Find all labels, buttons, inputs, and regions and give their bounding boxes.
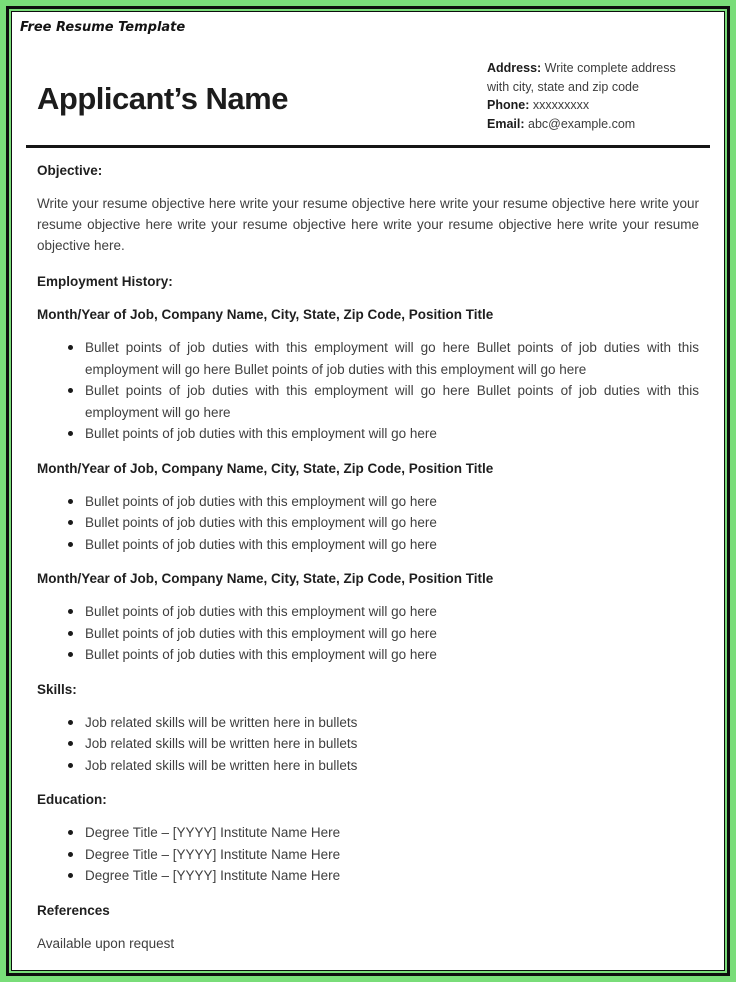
skill-bullet: Job related skills will be written here in bullets: [37, 733, 699, 755]
phone-value: xxxxxxxxx: [532, 98, 590, 112]
education-bullet: Degree Title – [YYYY] Institute Name Here: [37, 822, 699, 844]
job-duties-list: [37, 337, 699, 445]
contact-phone-line: [487, 96, 699, 115]
skills-heading: Skills:: [37, 681, 77, 697]
objective-text: Write your resume objective here write your resume objective here write your resume objective here write your resume objective here write your resume objective here write your resume objective here write your resume objective here.: [37, 196, 699, 253]
job-duty-bullet: Bullet points of job duties with this employment will go here: [37, 491, 699, 513]
job-duty-bullet: Bullet points of job duties with this employment will go here: [37, 534, 699, 556]
resume-header: [26, 59, 710, 148]
contact-block: [487, 59, 699, 133]
address-label: Address:: [487, 61, 542, 75]
job-duty-bullet: Bullet points of job duties with this employment will go here Bullet points of job duties with this employment will go here Bullet points of job duties with this employment will go here: [37, 337, 699, 380]
job-duty-bullet: Bullet points of job duties with this employment will go here: [37, 644, 699, 666]
job-duties-list: [37, 491, 699, 556]
job-duty-bullet: Bullet points of job duties with this employment will go here Bullet points of job duties with this employment will go here: [37, 380, 699, 423]
skills-list: [37, 712, 699, 777]
objective-heading: Objective:: [37, 163, 103, 178]
education-bullet: Degree Title – [YYYY] Institute Name Here: [37, 865, 699, 887]
education-bullet: Degree Title – [YYYY] Institute Name Here: [37, 844, 699, 866]
job-duty-bullet: Bullet points of job duties with this employment will go here: [37, 423, 699, 445]
contact-address-line: [487, 59, 699, 96]
job-duty-bullet: Bullet points of job duties with this employment will go here: [37, 623, 699, 645]
education-list: [37, 822, 699, 887]
employment-history-heading: Employment History:: [37, 274, 173, 289]
page-frame-border: [6, 6, 730, 976]
email-label: Email:: [487, 116, 525, 131]
references-text: Available upon request: [37, 935, 175, 951]
references-heading: References: [37, 902, 110, 918]
contact-email-line: [487, 115, 699, 134]
template-watermark: Free Resume Template: [20, 20, 186, 35]
job-title: Month/Year of Job, Company Name, City, State, Zip Code, Position Title: [37, 571, 494, 586]
applicant-name: Applicant’s Name: [37, 81, 288, 116]
education-heading: Education:: [37, 792, 107, 807]
address-value: Write complete address with city, state and zip code: [487, 61, 676, 94]
resume-page: [11, 11, 725, 971]
phone-label: Phone:: [487, 98, 530, 112]
job-duty-bullet: Bullet points of job duties with this employment will go here: [37, 512, 699, 534]
job-duty-bullet: Bullet points of job duties with this employment will go here: [37, 601, 699, 623]
job-title: Month/Year of Job, Company Name, City, State, Zip Code, Position Title: [37, 460, 494, 476]
job-duties-list: [37, 601, 699, 666]
email-value: abc@example.com: [528, 116, 636, 131]
job-title: Month/Year of Job, Company Name, City, State, Zip Code, Position Title: [37, 307, 494, 322]
resume-content: [26, 160, 710, 954]
skill-bullet: Job related skills will be written here in bullets: [37, 712, 699, 734]
skill-bullet: Job related skills will be written here in bullets: [37, 755, 699, 777]
header-rule-spacer: [26, 148, 710, 160]
